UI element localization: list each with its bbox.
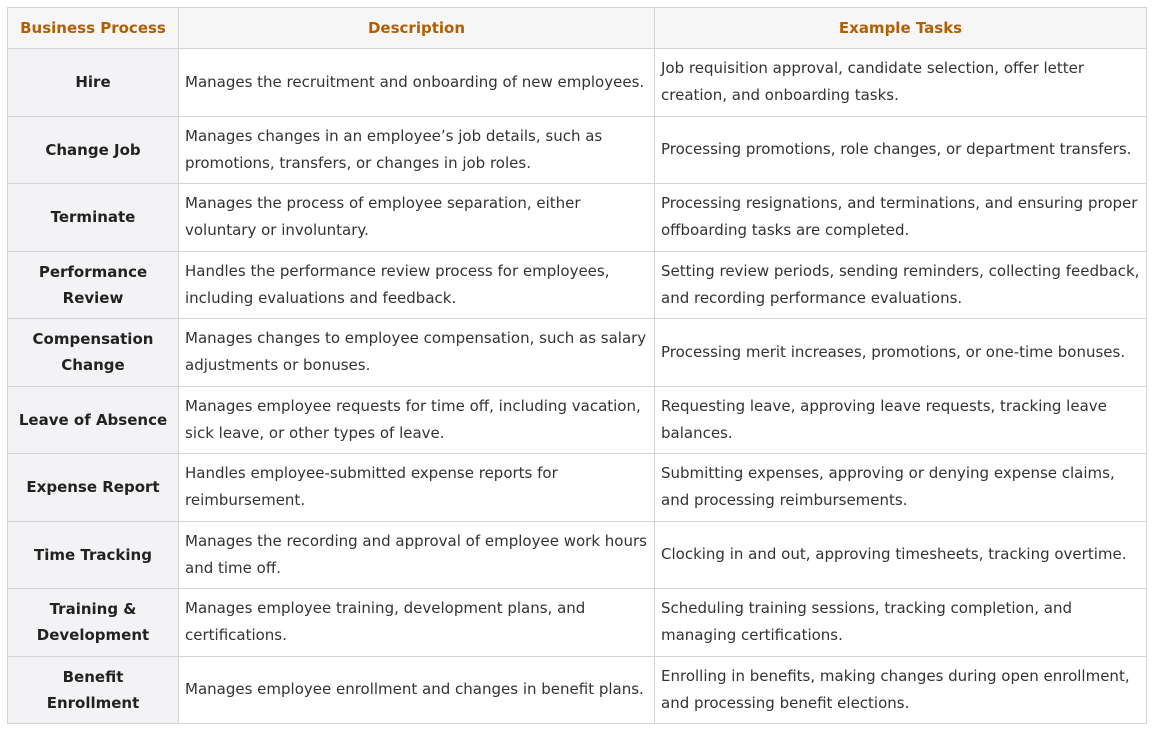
header-business-process: Business Process xyxy=(8,8,179,49)
tasks-cell: Processing merit increases, promotions, or one-time bonuses. xyxy=(655,319,1147,387)
description-cell: Manages employee training, development plans, and certifications. xyxy=(179,589,655,657)
business-process-table-container xyxy=(7,7,1147,724)
process-cell: Leave of Absence xyxy=(8,386,179,454)
header-example-tasks: Example Tasks xyxy=(655,8,1147,49)
table-row xyxy=(8,116,1147,184)
table-body xyxy=(8,49,1147,724)
tasks-cell: Job requisition approval, candidate selection, offer letter creation, and onboarding tasks. xyxy=(655,49,1147,117)
table-row xyxy=(8,521,1147,589)
tasks-cell: Enrolling in benefits, making changes during open enrollment, and processing benefit elections. xyxy=(655,656,1147,724)
tasks-cell: Scheduling training sessions, tracking completion, and managing certifications. xyxy=(655,589,1147,657)
process-cell: Change Job xyxy=(8,116,179,184)
table-row xyxy=(8,251,1147,319)
process-cell: Benefit Enrollment xyxy=(8,656,179,724)
description-cell: Manages changes to employee compensation, such as salary adjustments or bonuses. xyxy=(179,319,655,387)
table-header xyxy=(8,8,1147,49)
description-cell: Manages the recruitment and onboarding of new employees. xyxy=(179,49,655,117)
process-cell: Time Tracking xyxy=(8,521,179,589)
tasks-cell: Processing resignations, and terminations, and ensuring proper offboarding tasks are completed. xyxy=(655,184,1147,252)
description-cell: Manages employee enrollment and changes in benefit plans. xyxy=(179,656,655,724)
process-cell: Compensation Change xyxy=(8,319,179,387)
table-row xyxy=(8,656,1147,724)
process-cell: Hire xyxy=(8,49,179,117)
process-cell: Expense Report xyxy=(8,454,179,522)
process-cell: Training & Development xyxy=(8,589,179,657)
table-row xyxy=(8,49,1147,117)
header-description: Description xyxy=(179,8,655,49)
process-cell: Performance Review xyxy=(8,251,179,319)
description-cell: Handles the performance review process for employees, including evaluations and feedback. xyxy=(179,251,655,319)
description-cell: Handles employee-submitted expense reports for reimbursement. xyxy=(179,454,655,522)
description-cell: Manages employee requests for time off, including vacation, sick leave, or other types of leave. xyxy=(179,386,655,454)
business-process-table xyxy=(7,7,1147,724)
table-row xyxy=(8,184,1147,252)
tasks-cell: Submitting expenses, approving or denying expense claims, and processing reimbursements. xyxy=(655,454,1147,522)
description-cell: Manages the process of employee separation, either voluntary or involuntary. xyxy=(179,184,655,252)
tasks-cell: Requesting leave, approving leave requests, tracking leave balances. xyxy=(655,386,1147,454)
description-cell: Manages changes in an employee’s job details, such as promotions, transfers, or changes in job roles. xyxy=(179,116,655,184)
tasks-cell: Setting review periods, sending reminders, collecting feedback, and recording performance evaluations. xyxy=(655,251,1147,319)
tasks-cell: Clocking in and out, approving timesheets, tracking overtime. xyxy=(655,521,1147,589)
header-row xyxy=(8,8,1147,49)
table-row xyxy=(8,319,1147,387)
table-row xyxy=(8,589,1147,657)
table-row xyxy=(8,386,1147,454)
process-cell: Terminate xyxy=(8,184,179,252)
table-row xyxy=(8,454,1147,522)
description-cell: Manages the recording and approval of employee work hours and time off. xyxy=(179,521,655,589)
tasks-cell: Processing promotions, role changes, or department transfers. xyxy=(655,116,1147,184)
